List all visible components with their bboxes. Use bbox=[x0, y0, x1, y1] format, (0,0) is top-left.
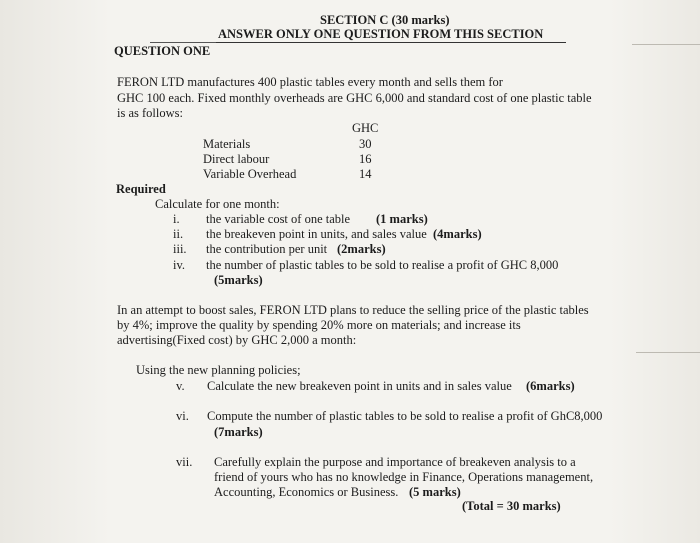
para2-line-1: In an attempt to boost sales, FERON LTD plans to reduce the selling price of the plastic tables bbox=[117, 303, 589, 317]
policies-intro: Using the new planning policies; bbox=[136, 363, 301, 377]
required-heading: Required bbox=[116, 182, 166, 196]
item-marks: (4marks) bbox=[433, 227, 482, 241]
page-edge-shading bbox=[0, 0, 110, 543]
page-edge-shading-right bbox=[610, 0, 700, 543]
cost-row-value: 16 bbox=[359, 152, 372, 166]
item-marks: (7marks) bbox=[214, 425, 263, 439]
item-marks: (6marks) bbox=[526, 379, 575, 393]
item-marks: (5 marks) bbox=[409, 485, 461, 499]
bleed-through-line bbox=[636, 352, 700, 353]
item-number: iv. bbox=[173, 258, 186, 272]
item-text-line: friend of yours who has no knowledge in Finance, Operations management, bbox=[214, 470, 594, 484]
item-text: the variable cost of one table bbox=[206, 212, 351, 226]
item-text: the number of plastic tables to be sold to realise a profit of GHC 8,000 bbox=[206, 258, 559, 272]
bleed-through-line bbox=[632, 44, 700, 45]
item-number: i. bbox=[173, 212, 180, 226]
item-number: vii. bbox=[176, 455, 193, 469]
intro-line-1: FERON LTD manufactures 400 plastic tables every month and sells them for bbox=[117, 75, 503, 89]
item-number: vi. bbox=[176, 409, 189, 423]
item-number: ii. bbox=[173, 227, 184, 241]
section-title: SECTION C (30 marks) bbox=[320, 13, 450, 27]
title-underline bbox=[216, 42, 566, 43]
cost-row-value: 14 bbox=[359, 167, 372, 181]
item-text-line: Carefully explain the purpose and importance of breakeven analysis to a bbox=[214, 455, 576, 469]
item-marks: (1 marks) bbox=[376, 212, 428, 226]
item-text: the breakeven point in units, and sales value bbox=[206, 227, 427, 241]
intro-line-2: GHC 100 each. Fixed monthly overheads are GHC 6,000 and standard cost of one plastic table bbox=[117, 91, 592, 105]
item-text: the contribution per unit bbox=[206, 242, 328, 256]
intro-line-3: is as follows: bbox=[117, 106, 183, 120]
cost-table-header: GHC bbox=[352, 121, 379, 135]
para2-line-2: by 4%; improve the quality by spending 20% more on materials; and increase its bbox=[117, 318, 521, 332]
item-text: Calculate the new breakeven point in units and in sales value bbox=[207, 379, 512, 393]
total-marks: (Total = 30 marks) bbox=[462, 499, 561, 513]
section-instruction: ANSWER ONLY ONE QUESTION FROM THIS SECTION bbox=[218, 27, 544, 41]
cost-row-label: Materials bbox=[203, 137, 251, 151]
cost-row-value: 30 bbox=[359, 137, 372, 151]
item-marks: (2marks) bbox=[337, 242, 386, 256]
question-title: QUESTION ONE bbox=[114, 44, 211, 58]
para2-line-3: advertising(Fixed cost) by GHC 2,000 a month: bbox=[117, 333, 357, 347]
item-number: iii. bbox=[173, 242, 187, 256]
cost-row-label: Variable Overhead bbox=[203, 167, 297, 181]
item-text-line: Accounting, Economics or Business. bbox=[214, 485, 399, 499]
cost-row-label: Direct labour bbox=[203, 152, 270, 166]
calc-intro: Calculate for one month: bbox=[155, 197, 280, 211]
item-text: Compute the number of plastic tables to be sold to realise a profit of GhC8,000 bbox=[207, 409, 603, 423]
title-underline-left bbox=[150, 42, 216, 43]
item-number: v. bbox=[176, 379, 185, 393]
item-marks: (5marks) bbox=[214, 273, 263, 287]
